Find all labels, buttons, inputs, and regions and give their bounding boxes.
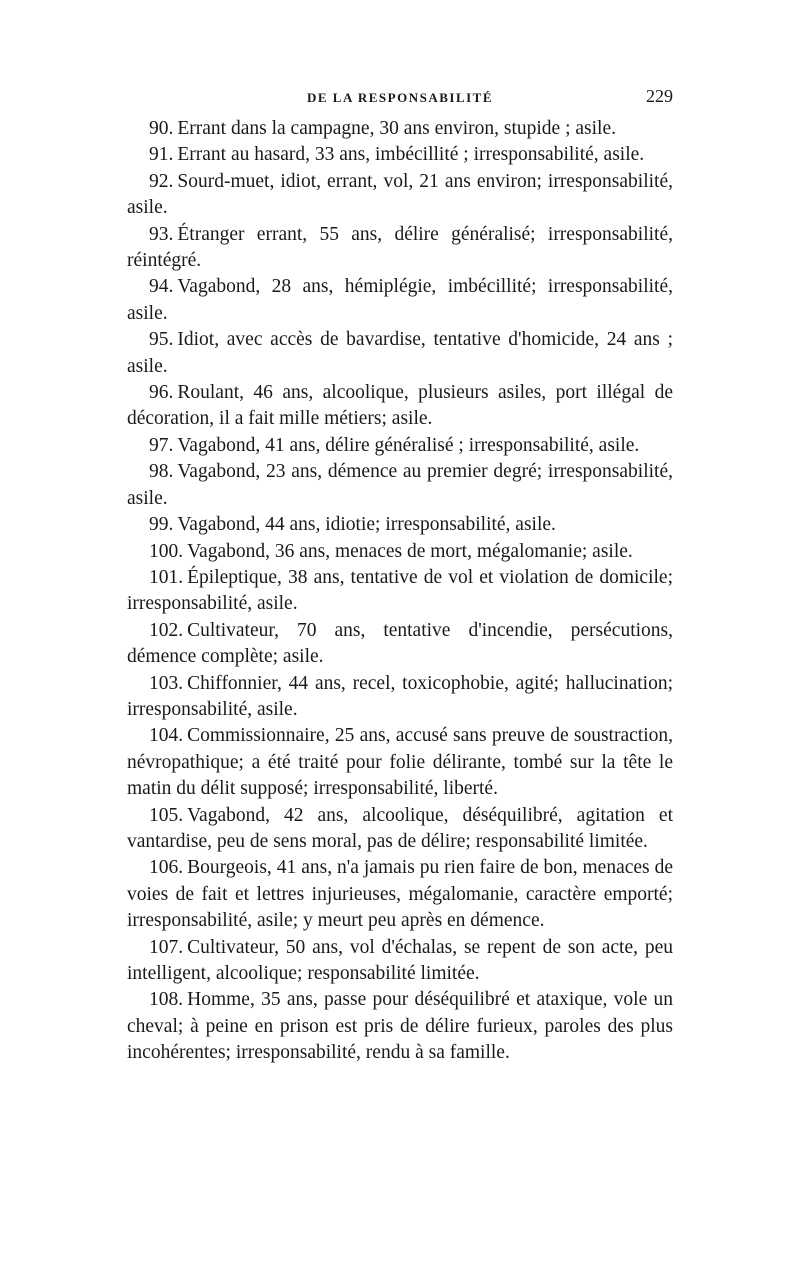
case-entry [127,116,673,142]
case-entry [127,723,673,802]
case-text: Sourd-muet, idiot, errant, vol, 21 ans environ; irresponsabilité, asile. [127,170,673,219]
case-text: Roulant, 46 ans, alcoolique, plusieurs asiles, port illégal de décoration, il a fait mille métiers; asile. [127,382,673,430]
case-number: 94. [149,276,174,298]
case-text: Homme, 35 ans, passe pour déséquilibré et ataxique, vole un cheval; à peine en prison est pris de délire furieux, paroles des plus incohérentes; irresponsabilité, rendu à sa famille. [127,989,673,1064]
case-number: 101. [149,566,184,588]
case-number: 102. [149,619,184,641]
case-text: Vagabond, 42 ans, alcoolique, déséquilibré, agitation et vantardise, peu de sens moral, pas de délire; responsabilité limitée. [127,804,673,852]
case-text: Vagabond, 41 ans, délire généralisé ; irresponsabilité, asile. [177,434,640,456]
case-entry [127,539,673,565]
case-number: 103. [149,672,184,694]
case-entry [127,433,673,459]
case-text: Bourgeois, 41 ans, n'a jamais pu rien faire de bon, menaces de voies de fait et lettres injurieuses, mégalomanie, caractère emporté; irresponsabilité, asile; y meurt peu après en démence. [127,857,673,932]
case-text: Errant dans la campagne, 30 ans environ, stupide ; asile. [177,118,616,139]
case-entry [127,618,673,671]
case-text: Idiot, avec accès de bavardise, tentative d'homicide, 24 ans ; asile. [127,329,673,377]
case-number: 92. [149,170,174,192]
case-number: 98. [149,461,174,483]
case-number: 91. [149,144,174,166]
case-entry [127,459,673,512]
case-entry [127,327,673,380]
case-number: 106. [149,857,184,879]
case-entry [127,671,673,724]
case-number: 99. [149,514,174,536]
case-number: 108. [149,989,184,1011]
case-entry [127,222,673,275]
page-number: 229 [646,86,673,106]
case-number: 105. [149,804,184,826]
case-entry [127,987,673,1066]
case-text: Chiffonnier, 44 ans, recel, toxicophobie, agité; hallucination; irresponsabilité, asile. [127,672,673,720]
case-entry [127,274,673,327]
case-text: Épileptique, 38 ans, tentative de vol et violation de domicile; irresponsabilité, asile. [127,566,673,615]
case-text: Errant au hasard, 33 ans, imbécillité ; irresponsabilité, asile. [177,144,645,166]
case-entry [127,855,673,934]
case-text: Commissionnaire, 25 ans, accusé sans preuve de soustraction, névropathique; a été traité pour folie délirante, tombé sur la tête le matin du délit supposé; irresponsabilité, liberté. [127,725,673,800]
case-number: 100. [149,540,184,562]
case-number: 95. [149,329,174,351]
case-number: 104. [149,725,184,747]
case-entry [127,803,673,856]
case-entry [127,380,673,433]
running-title: DE LA RESPONSABILITÉ [306,90,494,105]
case-text: Vagabond, 23 ans, démence au premier degré; irresponsabilité, asile. [127,461,673,509]
book-page [127,80,673,1067]
case-text: Vagabond, 28 ans, hémiplégie, imbécillité; irresponsabilité, asile. [127,276,673,324]
case-number: 107. [149,936,184,958]
case-entry [127,565,673,618]
case-number: 93. [149,223,174,245]
case-entry [127,935,673,988]
case-text: Vagabond, 36 ans, menaces de mort, mégalomanie; asile. [187,540,633,562]
case-text: Vagabond, 44 ans, idiotie; irresponsabilité, asile. [177,514,556,536]
case-number: 97. [149,434,174,456]
case-text: Cultivateur, 50 ans, vol d'échalas, se repent de son acte, peu intelligent, alcoolique; responsabilité limitée. [127,936,673,984]
case-entry [127,142,673,168]
running-header [127,80,673,116]
case-entry [127,169,673,222]
case-list [127,116,673,1067]
case-text: Cultivateur, 70 ans, tentative d'incendie, persécutions, démence complète; asile. [127,619,673,668]
case-entry [127,512,673,538]
case-number: 90. [149,118,174,139]
case-number: 96. [149,382,174,404]
case-text: Étranger errant, 55 ans, délire généralisé; irresponsabilité, réintégré. [127,223,673,272]
